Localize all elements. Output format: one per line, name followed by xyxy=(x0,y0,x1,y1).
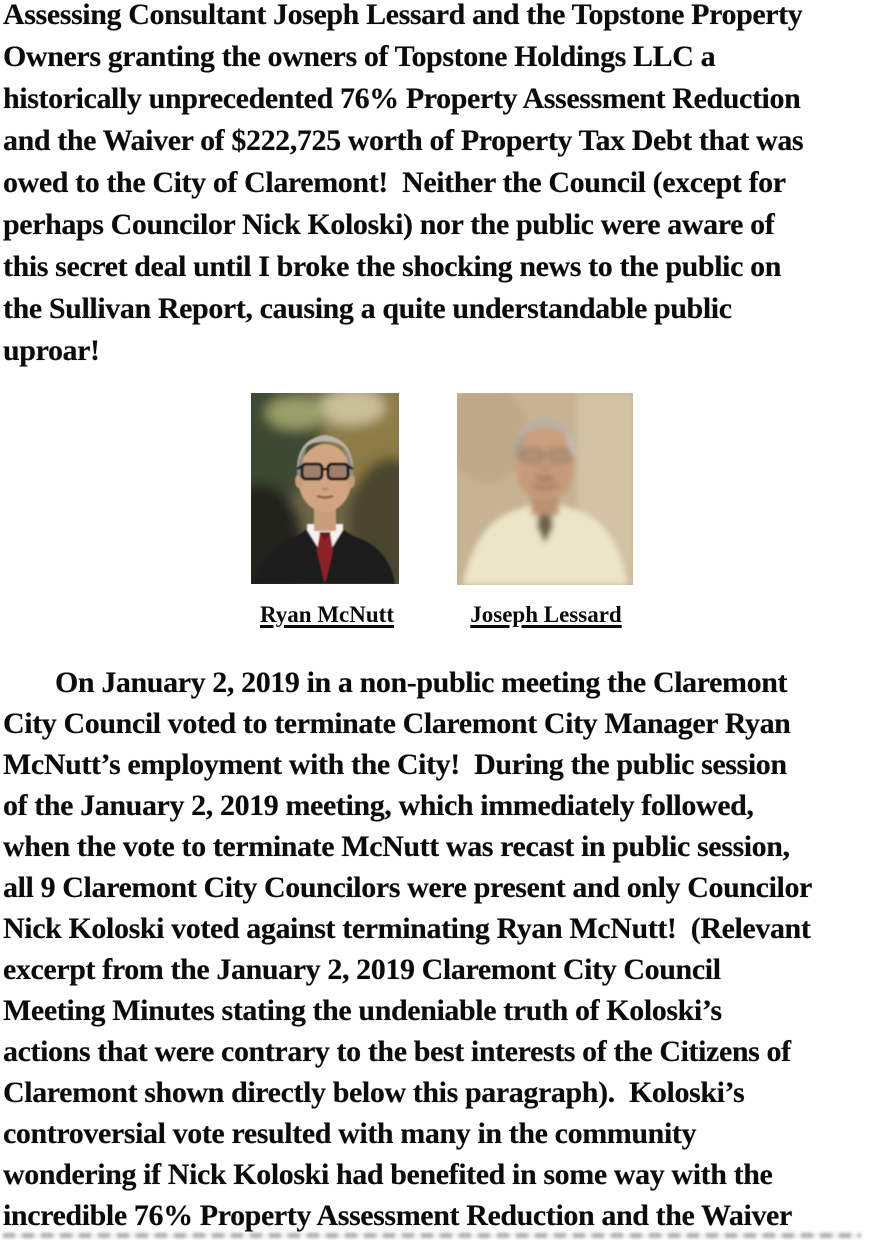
text-line: incredible 76% Property Assessment Reduction and the Waiver xyxy=(3,1199,792,1232)
text-line: McNutt’s employment with the City! During the public session xyxy=(3,748,787,781)
text-line: uproar! xyxy=(3,334,100,367)
paragraph-opening xyxy=(0,0,880,372)
text-line: when the vote to terminate McNutt was recast in public session, xyxy=(3,830,790,863)
text-line: Assessing Consultant Joseph Lessard and the Topstone Property xyxy=(3,0,803,31)
text-line: controversial vote resulted with many in the community xyxy=(3,1117,697,1150)
text-line: Owners granting the owners of Topstone Holdings LLC a xyxy=(3,40,716,73)
text-line: City Council voted to terminate Claremont City Manager Ryan xyxy=(3,707,791,740)
text-line: Meeting Minutes stating the undeniable truth of Koloski’s xyxy=(3,994,722,1027)
paragraph-january-meeting xyxy=(0,662,880,1236)
text-line: of the January 2, 2019 meeting, which immediately followed, xyxy=(3,789,754,822)
text-line: and the Waiver of $222,725 worth of Property Tax Debt that was xyxy=(3,124,804,157)
text-line: all 9 Claremont City Councilors were present and only Councilor xyxy=(3,871,812,904)
text-line: historically unprecedented 76% Property Assessment Reduction xyxy=(3,82,801,115)
text-line: this secret deal until I broke the shocking news to the public on xyxy=(3,250,781,283)
caption-ryan-mcnutt: Ryan McNutt xyxy=(260,602,394,627)
text-line: wondering if Nick Koloski had benefited in some way with the xyxy=(3,1158,773,1191)
text-line: actions that were contrary to the best interests of the Citizens of xyxy=(3,1035,791,1068)
text-line: Nick Koloski voted against terminating Ryan McNutt! (Relevant xyxy=(3,912,811,945)
cutoff-next-line xyxy=(3,1233,861,1238)
text-line: perhaps Councilor Nick Koloski) nor the public were aware of xyxy=(3,208,775,241)
text-line: On January 2, 2019 in a non-public meeting the Claremont xyxy=(55,666,788,699)
text-line: the Sullivan Report, causing a quite understandable public xyxy=(3,292,732,325)
text-line: excerpt from the January 2, 2019 Claremont City Council xyxy=(3,953,721,986)
text-line: Claremont shown directly below this paragraph). Koloski’s xyxy=(3,1076,745,1109)
joseph-lessard-photo xyxy=(457,393,633,585)
ryan-mcnutt-photo xyxy=(251,393,399,584)
text-line: owed to the City of Claremont! Neither the Council (except for xyxy=(3,166,786,199)
caption-joseph-lessard: Joseph Lessard xyxy=(470,602,622,627)
